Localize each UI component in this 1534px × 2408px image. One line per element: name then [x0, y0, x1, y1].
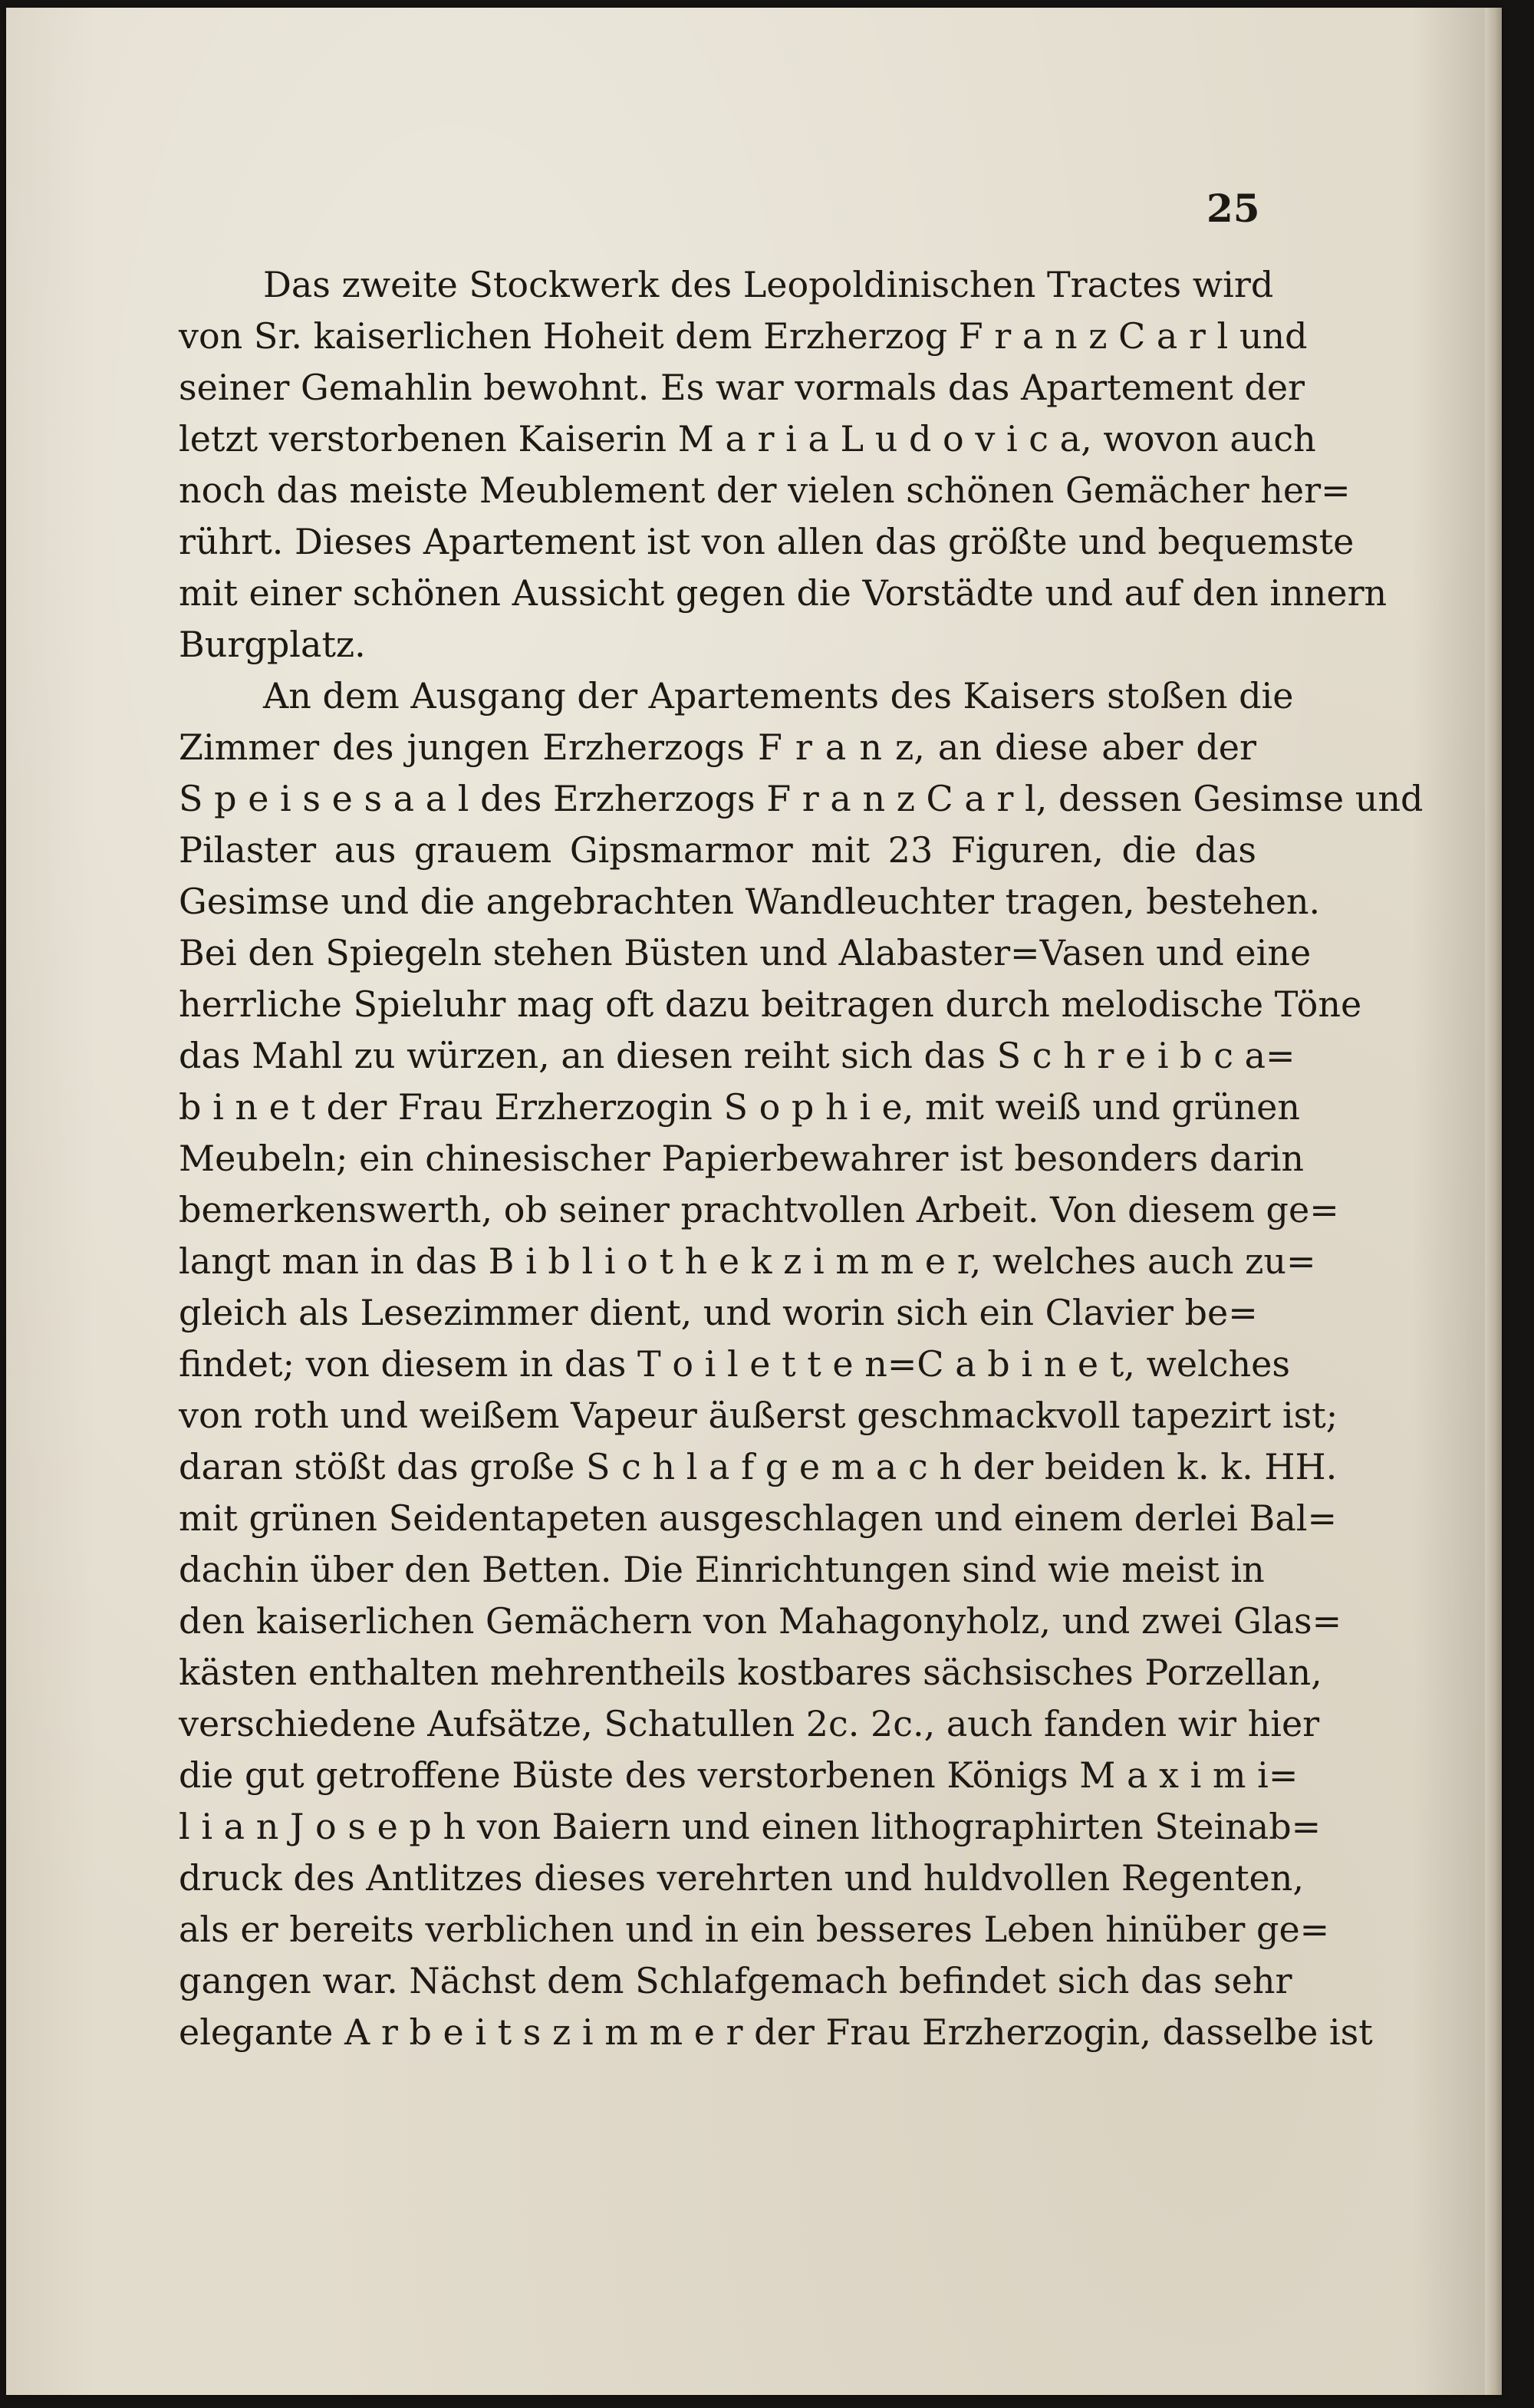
text-line: das Mahl zu würzen, an diesen reiht sich das S c h r e i b c a= [179, 1035, 1295, 1076]
text-line: herrliche Spieluhr mag oft dazu beitragen durch melodische Töne [179, 983, 1362, 1025]
text-line: dachin über den Betten. Die Einrichtungen sind wie meist in [179, 1549, 1265, 1590]
text-line: als er bereits verblichen und in ein besseres Leben hinüber ge= [179, 1909, 1330, 1950]
text-line: Zimmer des jungen Erzherzogs F r a n z, an diese aber der [179, 726, 1256, 768]
text-line: Das zweite Stockwerk des Leopoldinischen Tractes wird [263, 264, 1274, 305]
text-line: seiner Gemahlin bewohnt. Es war vormals das Apartement der [179, 367, 1305, 408]
text-line: Pilaster aus grauem Gipsmarmor mit 23 Figuren, die das [179, 829, 1256, 871]
text-line: langt man in das B i b l i o t h e k z i m m e r, welches auch zu= [179, 1240, 1316, 1282]
text-line: Bei den Spiegeln stehen Büsten und Alabaster=Vasen und eine [179, 932, 1312, 973]
text-line: von roth und weißem Vapeur äußerst geschmackvoll tapezirt ist; [179, 1395, 1338, 1436]
text-line: mit einer schönen Aussicht gegen die Vorstädte und auf den innern [179, 572, 1388, 614]
text-line: Gesimse und die angebrachten Wandleuchter tragen, bestehen. [179, 881, 1321, 922]
text-line: b i n e t der Frau Erzherzogin S o p h i e, mit weiß und grünen [179, 1086, 1300, 1128]
text-line: druck des Antlitzes dieses verehrten und huldvollen Regenten, [179, 1857, 1304, 1899]
text-line: die gut getroffene Büste des verstorbenen Königs M a x i m i= [179, 1754, 1299, 1796]
text-line: gangen war. Nächst dem Schlafgemach befindet sich das sehr [179, 1960, 1292, 2001]
page-number: 25 [1206, 186, 1260, 231]
text-line: gleich als Lesezimmer dient, und worin sich ein Clavier be= [179, 1292, 1258, 1333]
book-page [6, 8, 1502, 2395]
text-line: Meubeln; ein chinesischer Papierbewahrer ist besonders darin [179, 1138, 1305, 1179]
text-line: verschiedene Aufsätze, Schatullen 2c. 2c., auch fanden wir hier [179, 1703, 1320, 1744]
text-line: letzt verstorbenen Kaiserin M a r i a L u d o v i c a, wovon auch [179, 418, 1316, 460]
text-line: bemerkenswerth, ob seiner prachtvollen Arbeit. Von diesem ge= [179, 1189, 1339, 1230]
text-line: S p e i s e s a a l des Erzherzogs F r a n z C a r l, dessen Gesimse und [179, 778, 1424, 819]
page-edge [1485, 8, 1502, 2395]
text-line: daran stößt das große S c h l a f g e m a c h der beiden k. k. HH. [179, 1446, 1338, 1487]
text-line: noch das meiste Meublement der vielen schönen Gemächer her= [179, 469, 1351, 511]
text-line: kästen enthalten mehrentheils kostbares sächsisches Porzellan, [179, 1652, 1322, 1693]
text-line: elegante A r b e i t s z i m m e r der Frau Erzherzogin, dasselbe ist [179, 2011, 1373, 2053]
text-line: An dem Ausgang der Apartements des Kaisers stoßen die [263, 675, 1294, 716]
text-line: mit grünen Seidentapeten ausgeschlagen und einem derlei Bal= [179, 1497, 1338, 1539]
text-line: l i a n J o s e p h von Baiern und einen lithographirten Steinab= [179, 1806, 1322, 1847]
text-line: den kaiserlichen Gemächern von Mahagonyholz, und zwei Glas= [179, 1600, 1342, 1642]
text-line: rührt. Dieses Apartement ist von allen das größte und bequemste [179, 521, 1355, 562]
body-text [179, 259, 1424, 2058]
text-line: Burgplatz. [179, 624, 366, 665]
text-line: von Sr. kaiserlichen Hoheit dem Erzherzog F r a n z C a r l und [179, 315, 1308, 357]
text-line: findet; von diesem in das T o i l e t t e n=C a b i n e t, welches [179, 1343, 1290, 1385]
